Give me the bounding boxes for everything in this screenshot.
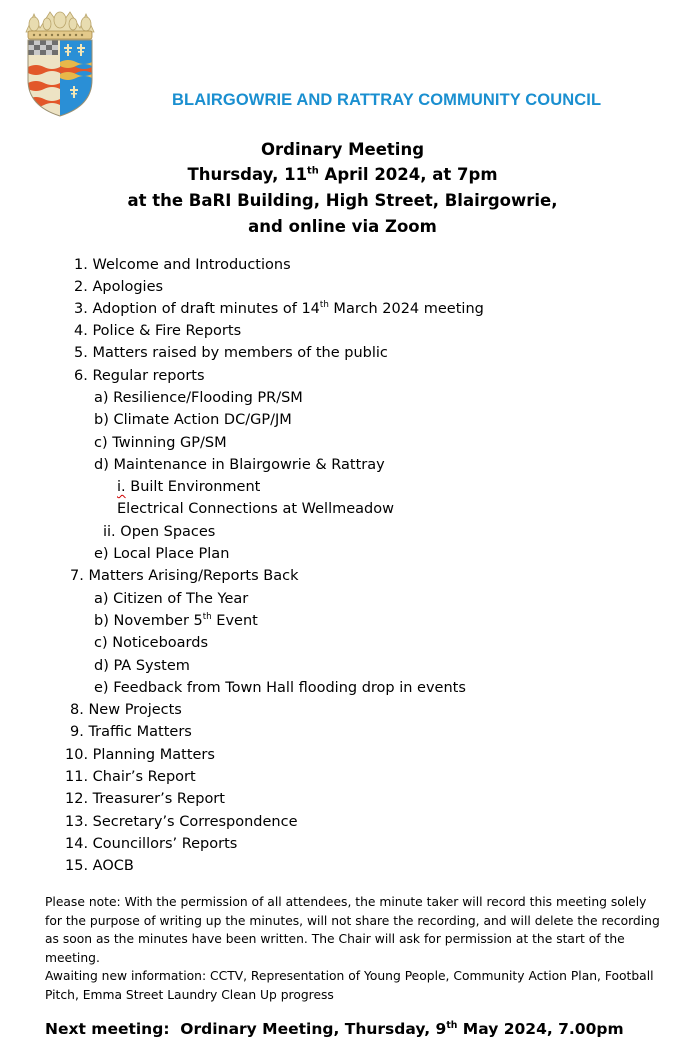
meeting-type-heading: Ordinary Meeting xyxy=(260,140,425,159)
agenda-subitem: d) PA System xyxy=(94,658,190,674)
council-crest-icon xyxy=(20,10,100,118)
agenda-subitem: c) Twinning GP/SM xyxy=(94,435,227,451)
agenda-item: 11. Chair’s Report xyxy=(65,769,196,785)
agenda-subitem: e) Feedback from Town Hall flooding drop in events xyxy=(94,680,466,696)
agenda-subitem: e) Local Place Plan xyxy=(94,546,230,562)
agenda-item: 2. Apologies xyxy=(74,279,164,295)
agenda-item: 1. Welcome and Introductions xyxy=(74,257,291,273)
recording-notice: Please note: With the permission of all attendees, the minute taker will record this meeting solely for the purpose of writing up the minutes, will not share the recording, and will delete the recording as soon as the minutes have been written. The Chair will ask for permission at the start of the meeting. xyxy=(45,895,660,965)
agenda-item: 15. AOCB xyxy=(65,858,134,874)
agenda-item: 3. Adoption of draft minutes of 14th March 2024 meeting xyxy=(74,300,484,317)
agenda-subitem: a) Citizen of The Year xyxy=(94,591,249,607)
agenda-subitem: c) Noticeboards xyxy=(94,635,209,651)
agenda-subitem: b) November 5th Event xyxy=(94,612,258,629)
agenda-item: 8. New Projects xyxy=(70,702,182,718)
meeting-date-heading: Thursday, 11th April 2024, at 7pm xyxy=(187,165,498,184)
agenda-item: 6. Regular reports xyxy=(74,368,205,384)
agenda-item: 7. Matters Arising/Reports Back xyxy=(70,568,299,584)
agenda-item: 5. Matters raised by members of the public xyxy=(74,345,388,361)
agenda-subsubitem: ii. Open Spaces xyxy=(103,524,216,540)
agenda-item: 14. Councillors’ Reports xyxy=(65,836,238,852)
meeting-online-heading: and online via Zoom xyxy=(248,217,437,236)
agenda-subitem: a) Resilience/Flooding PR/SM xyxy=(94,390,303,406)
agenda-item: 12. Treasurer’s Report xyxy=(65,791,225,807)
agenda-subitem: b) Climate Action DC/GP/JM xyxy=(94,412,292,428)
agenda-item: 10. Planning Matters xyxy=(65,747,215,763)
agenda-item: 13. Secretary’s Correspondence xyxy=(65,814,298,830)
agenda-subsubitem: i. Built Environment xyxy=(117,479,261,495)
agenda-item: 4. Police & Fire Reports xyxy=(74,323,242,339)
next-meeting: Next meeting: Ordinary Meeting, Thursday, 9th May 2024, 7.00pm xyxy=(45,1019,624,1038)
meeting-venue-heading: at the BaRI Building, High Street, Blairgowrie, xyxy=(127,191,558,210)
awaiting-information-note: Awaiting new information: CCTV, Representation of Young People, Community Action Plan, Football Pitch, Emma Street Laundry Clean Up progress xyxy=(45,969,654,1002)
agenda-subsubitem: Electrical Connections at Wellmeadow xyxy=(117,501,394,517)
agenda-item: 9. Traffic Matters xyxy=(70,724,192,740)
council-name: BLAIRGOWRIE AND RATTRAY COMMUNITY COUNCIL xyxy=(172,91,602,109)
agenda-subitem: d) Maintenance in Blairgowrie & Rattray xyxy=(94,457,385,473)
